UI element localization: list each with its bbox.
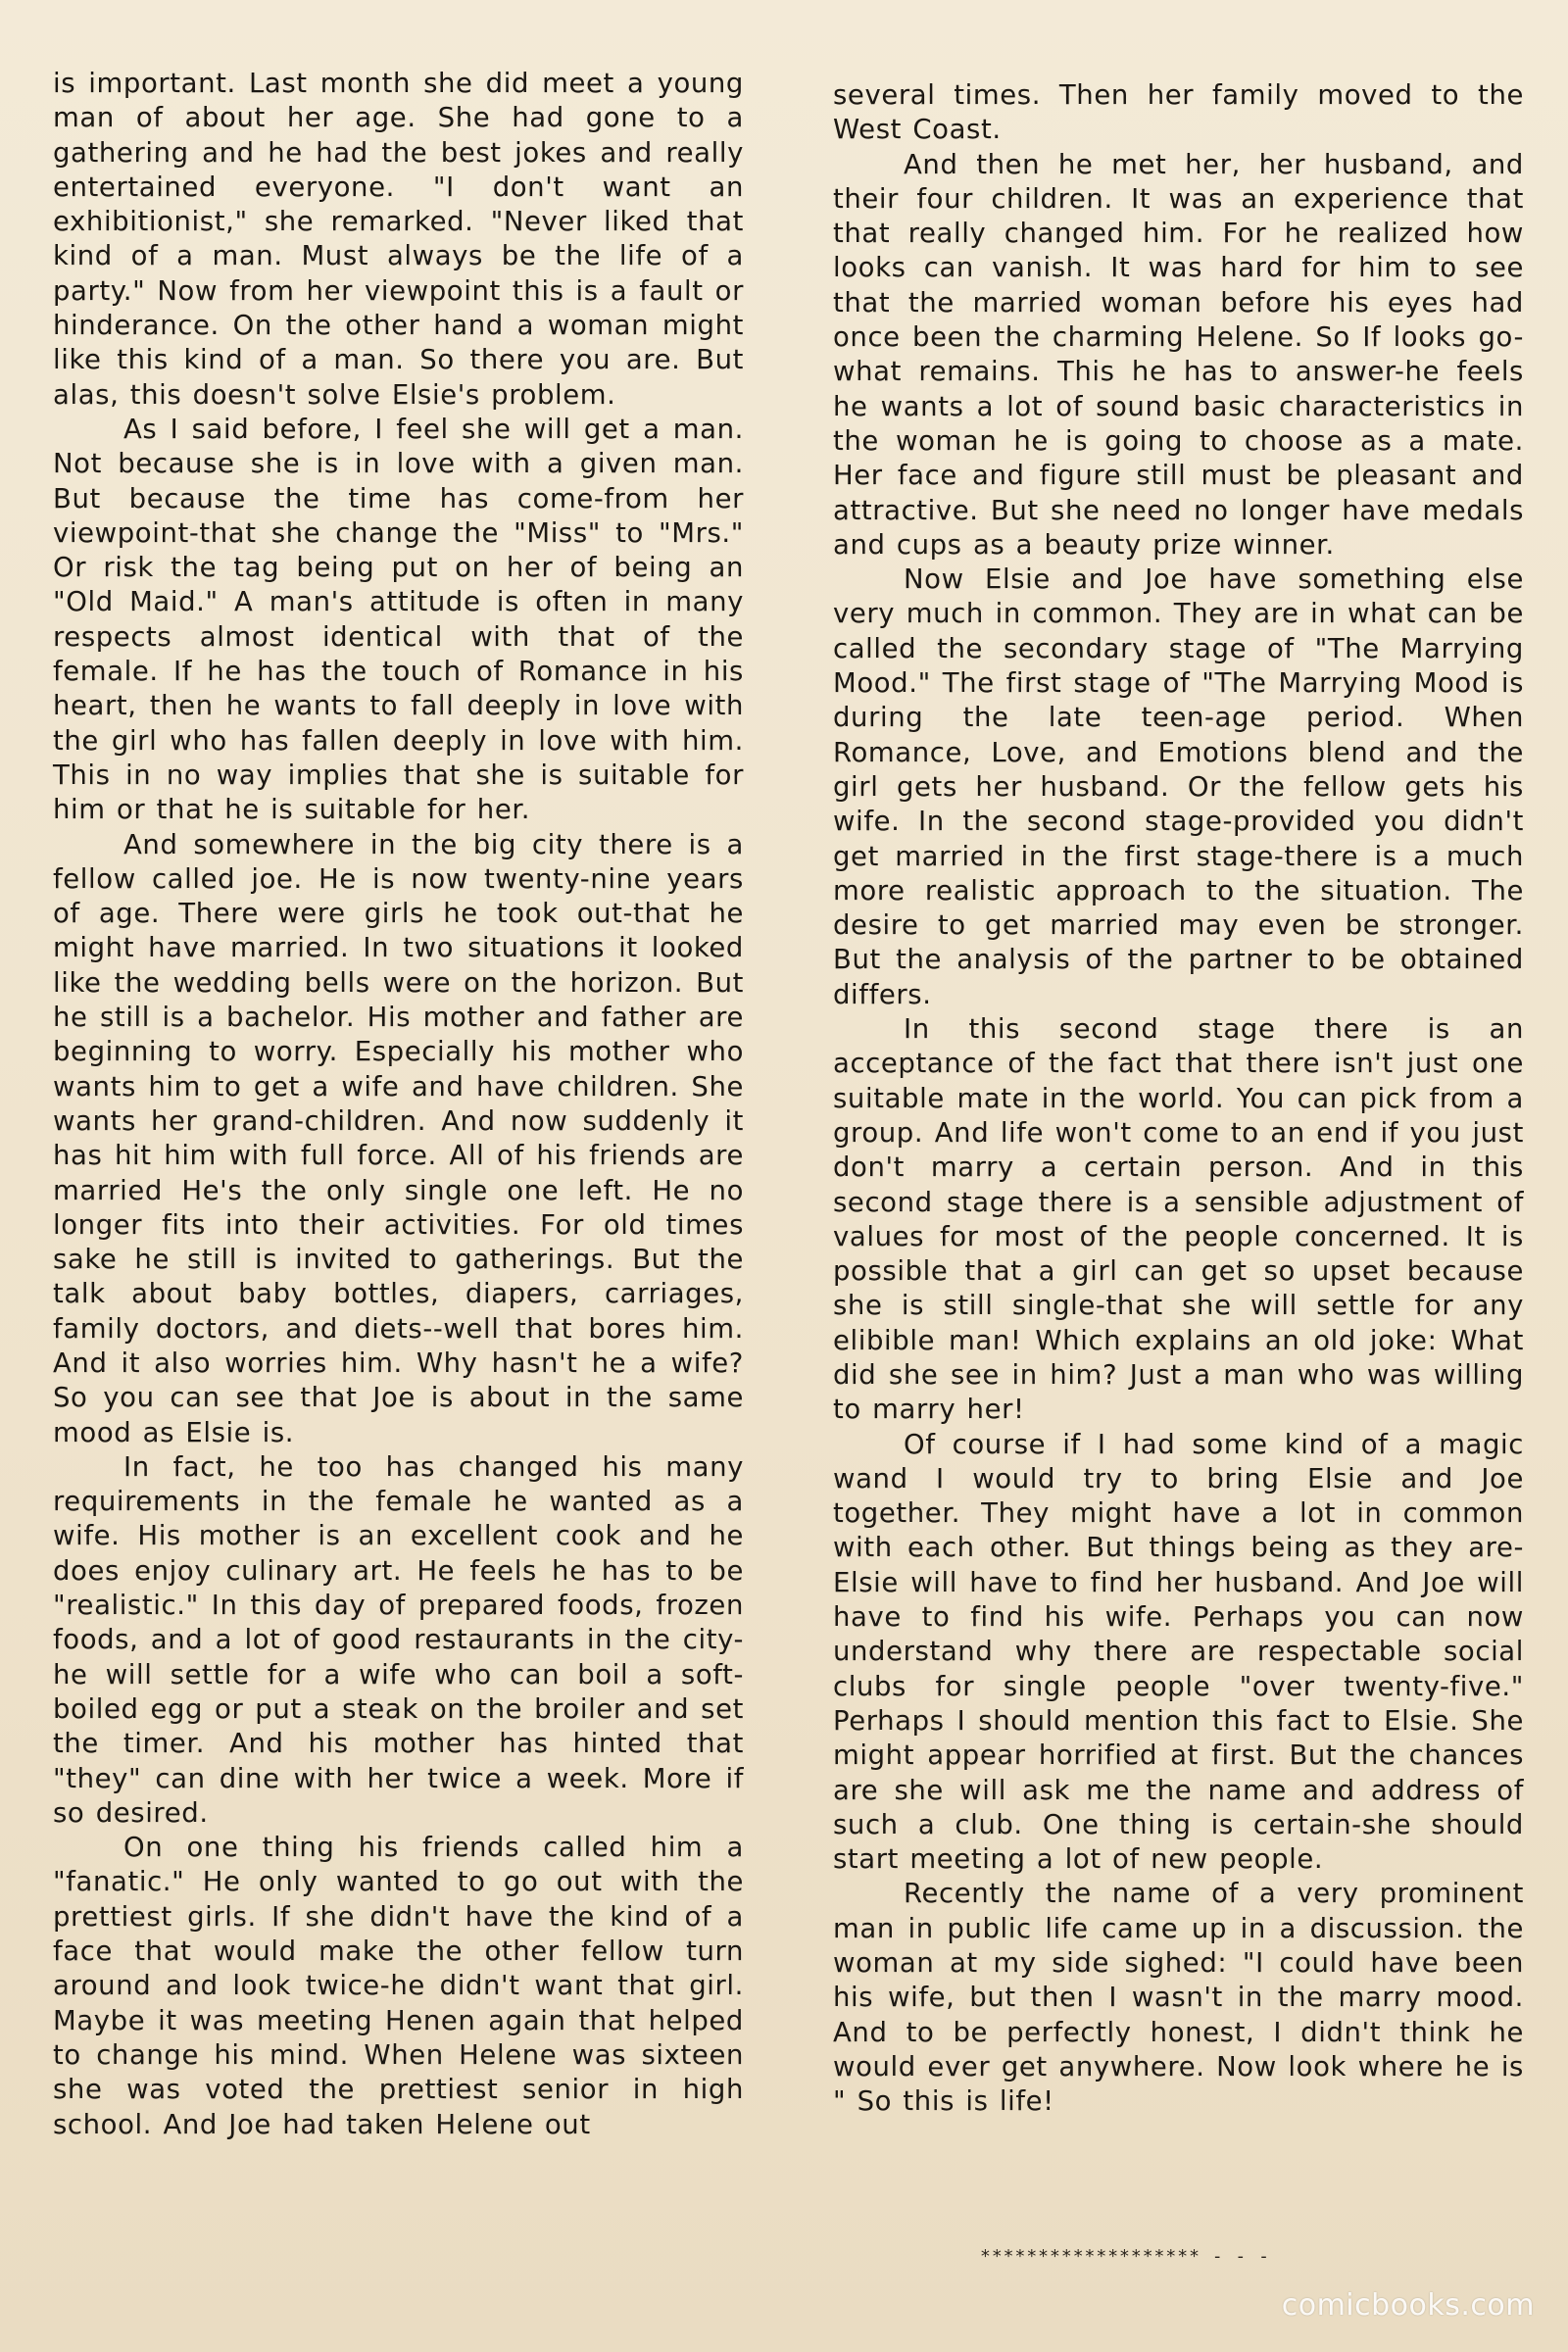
right-paragraph-5: Of course if I had some kind of a magic wand I would try to bring Elsie and Joe together. They might have a lot in common with each other. But things being as they are-Elsie will have to find her husband. And Joe will have to find his wife. Perhaps you can now understand why there are respectable social clubs for single people "over twenty-five." Perhaps I should mention this fact to Elsie. She might appear horrified at first. But the chances are she will ask me the name and address of such a club. One thing is certain-she should start meeting a lot of new people. bbox=[833, 1428, 1524, 1876]
left-paragraph-3: And somewhere in the big city there is a fellow called joe. He is now twenty-nine years of age. There were girls he took out-that he might have married. In two situations it looked like the wedding bells were on the horizon. But he still is a bachelor. His mother and father are beginning to worry. Especially his mother who wants him to get a wife and have children. She wants her grand-children. And now suddenly it has hit him with full force. All of his friends are married He's the only single one left. He no longer fits into their activities. For old times sake he still is invited to gatherings. But the talk about baby bottles, diapers, carriages, family doctors, and diets--well that bores him. And it also worries him. Why hasn't he a wife? So you can see that Joe is about in the same mood as Elsie is. bbox=[53, 828, 744, 1448]
watermark: comicbooks.com bbox=[1281, 2288, 1535, 2323]
end-divider: ******************* - - - bbox=[980, 2246, 1270, 2267]
right-paragraph-1: several times. Then her family moved to the West Coast. bbox=[833, 79, 1524, 146]
right-paragraph-6: Recently the name of a very prominent man in public life came up in a discussion. the woman at my side sighed: "I could have been his wife, but then I wasn't in the marry mood. And to be perfectly honest, I didn't think he would ever get anywhere. Now look where he is " So this is life! bbox=[833, 1878, 1524, 2118]
left-paragraph-4: In fact, he too has changed his many requirements in the female he wanted as a wife. His mother is an excellent cook and he does enjoy culinary art. He feels he has to be "realistic." In this day of prepared foods, frozen foods, and a lot of good restaurants in the city-he will settle for a wife who can boil a soft-boiled egg or put a steak on the broiler and set the timer. And his mother has hinted that "they" can dine with her twice a week. More if so desired. bbox=[53, 1450, 744, 1829]
left-paragraph-1: is important. Last month she did meet a young man of about her age. She had gone to a gathering and he had the best jokes and really entertained everyone. "I don't want an exhibitionist," she remarked. "Never liked that kind of a man. Must always be the life of a party." Now from her viewpoint this is a fault or hinderance. On the other hand a woman might like this kind of a man. So there you are. But alas, this doesn't solve Elsie's problem. bbox=[53, 68, 744, 411]
left-column bbox=[53, 67, 744, 2142]
right-paragraph-3: Now Elsie and Joe have something else very much in common. They are in what can be called the secondary stage of "The Marrying Mood." The first stage of "The Marrying Mood is during the late teen-age period. When Romance, Love, and Emotions blend and the girl gets her husband. Or the fellow gets his wife. In the second stage-provided you didn't get married in the first stage-there is a much more realistic approach to the situation. The desire to get married may even be stronger. But the analysis of the partner to be obtained differs. bbox=[833, 564, 1524, 1010]
left-paragraph-5: On one thing his friends called him a "fanatic." He only wanted to go out with the prettiest girls. If she didn't have the kind of a face that would make the other fellow turn around and look twice-he didn't want that girl. Maybe it was meeting Henen again that helped to change his mind. When Helene was sixteen she was voted the prettiest senior in high school. And Joe had taken Helene out bbox=[53, 1832, 744, 2140]
right-column bbox=[833, 78, 1524, 2120]
left-paragraph-2: As I said before, I feel she will get a man. Not because she is in love with a given man. But because the time has come-from her viewpoint-that she change the "Miss" to "Mrs." Or risk the tag being put on her of being an "Old Maid." A man's attitude is often in many respects almost identical with that of the female. If he has the touch of Romance in his heart, then he wants to fall deeply in love with the girl who has fallen deeply in love with him. This in no way implies that she is suitable for him or that he is suitable for her. bbox=[53, 413, 744, 826]
right-paragraph-2: And then he met her, her husband, and their four children. It was an experience that that really changed him. For he realized how looks can vanish. It was hard for him to see that the married woman before his eyes had once been the charming Helene. So If looks go-what remains. This he has to answer-he feels he wants a lot of sound basic characteristics in the woman he is going to choose as a mate. Her face and figure still must be pleasant and attractive. But she need no longer have medals and cups as a beauty prize winner. bbox=[833, 148, 1524, 561]
right-paragraph-4: In this second stage there is an acceptance of the fact that there isn't just one suitable mate in the world. You can pick from a group. And life won't come to an end if you just don't marry a certain person. And in this second stage there is a sensible adjustment of values for most of the people concerned. It is possible that a girl can get so upset because she is still single-that she will settle for any elibible man! Which explains an old joke: What did she see in him? Just a man who was willing to marry her! bbox=[833, 1013, 1524, 1426]
